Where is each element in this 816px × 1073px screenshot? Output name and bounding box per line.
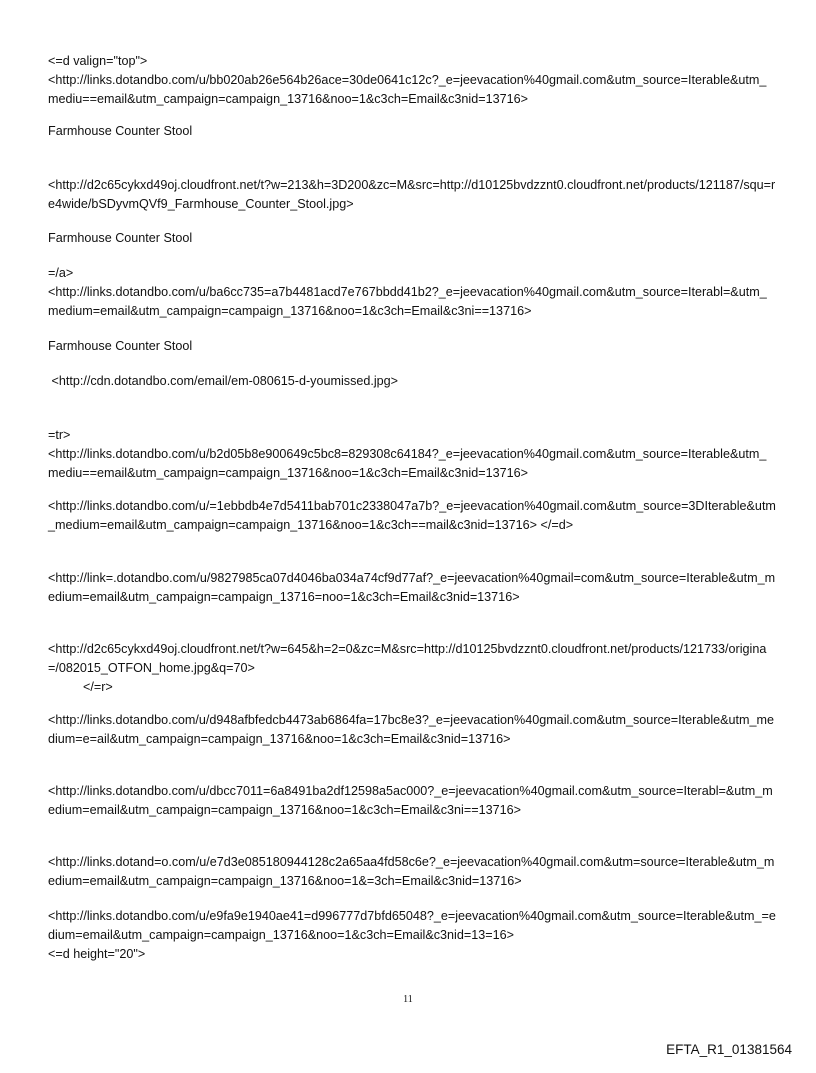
document-id: EFTA_R1_01381564 — [666, 1042, 792, 1057]
product-name: Farmhouse Counter Stool — [48, 231, 193, 245]
text-block: <http://links.dotand=o.com/u/e7d3e085180944128c2a65aa4fd58c6e?_e=jeevacation%40gmail.com&utm=source=Iterable&utm_medium=email&utm_campaign=campaign_13716&noo=1&=3ch=Email&c3nid=13716> — [48, 855, 775, 888]
product-name: Farmhouse Counter Stool — [48, 339, 193, 353]
text-block: =/a> <http://links.dotandbo.com/u/ba6cc735=a7b4481acd7e767bbdd41b2?_e=jeevacation%40gmail.com&utm_source=Iterabl=&utm_medium=email&utm_campaign=campaign_13716&noo=1&c3ch=Email&c3ni==13716> — [48, 266, 767, 318]
text-block: <http://d2c65cykxd49oj.cloudfront.net/t?w=645&h=2=0&zc=M&src=http://d10125bvdzznt0.cloudfront.net/products/121733/origina=/082015_OTFON_home.jpg&q=70> </=r> — [48, 642, 767, 694]
text-block: <http://cdn.dotandbo.com/email/em-080615-d-youmissed.jpg> — [48, 374, 399, 388]
text-block: <http://links.dotandbo.com/u/d948afbfedcb4473ab6864fa=17bc8e3?_e=jeevacation%40gmail.com&utm_source=Iterable&utm_medium=e=ail&utm_campaign=campaign_13716&noo=1&c3ch=Email&c3nid=13716> — [48, 713, 775, 746]
text-block: <http://links.dotandbo.com/u/dbcc7011=6a8491ba2df12598a5ac000?_e=jeevacation%40gmail.com&utm_source=Iterabl=&utm_medium=email&utm_campaign=campaign_13716&noo=1&c3ch=Email&c3ni==13716> — [48, 784, 773, 817]
text-block: <http://d2c65cykxd49oj.cloudfront.net/t?w=213&h=3D200&zc=M&src=http://d10125bvdzznt0.cloudfront.net/products/121187/squ=re4wide/bSDyvmQVf9_Farmhouse_Counter_Stool.jpg> — [48, 178, 776, 211]
text-block: <http://links.dotandbo.com/u/e9fa9e1940ae41=d996777d7bfd65048?_e=jeevacation%40gmail.com&utm_source=Iterable&utm_=edium=email&utm_campaign=campaign_13716&noo=1&c3ch=Email&c3nid=13=16> <=d height="20"> — [48, 909, 776, 961]
text-block: <=d valign="top"> <http://links.dotandbo.com/u/bb020ab26e564b26ace=30de0641c12c?_e=jeevacation%40gmail.com&utm_source=Iterable&utm_mediu==email&utm_campaign=campaign_13716&noo=1&c3ch=Email&c3nid=13716> — [48, 54, 767, 106]
text-block: <http://link=.dotandbo.com/u/9827985ca07d4046ba034a74cf9d77af?_e=jeevacation%40gmail=com&utm_source=Iterable&utm_medium=email&utm_campaign=campaign_13716=noo=1&c3ch=Email&c3nid=13716> — [48, 571, 776, 604]
text-block: =tr> <http://links.dotandbo.com/u/b2d05b8e900649c5bc8=829308c64184?_e=jeevacation%40gmail.com&utm_source=Iterable&utm_mediu==email&utm_campaign=campaign_13716&noo=1&c3ch=Email&c3nid=13716> — [48, 428, 767, 480]
page-number: 11 — [403, 994, 413, 1005]
text-block: <http://links.dotandbo.com/u/=1ebbdb4e7d5411bab701c2338047a7b?_e=jeevacation%40gmail.com&utm_source=3DIterable&utm_medium=email&utm_campaign=campaign_13716&noo=1&c3ch==mail&c3nid=13716> </=d> — [48, 499, 776, 532]
product-name: Farmhouse Counter Stool — [48, 124, 193, 138]
